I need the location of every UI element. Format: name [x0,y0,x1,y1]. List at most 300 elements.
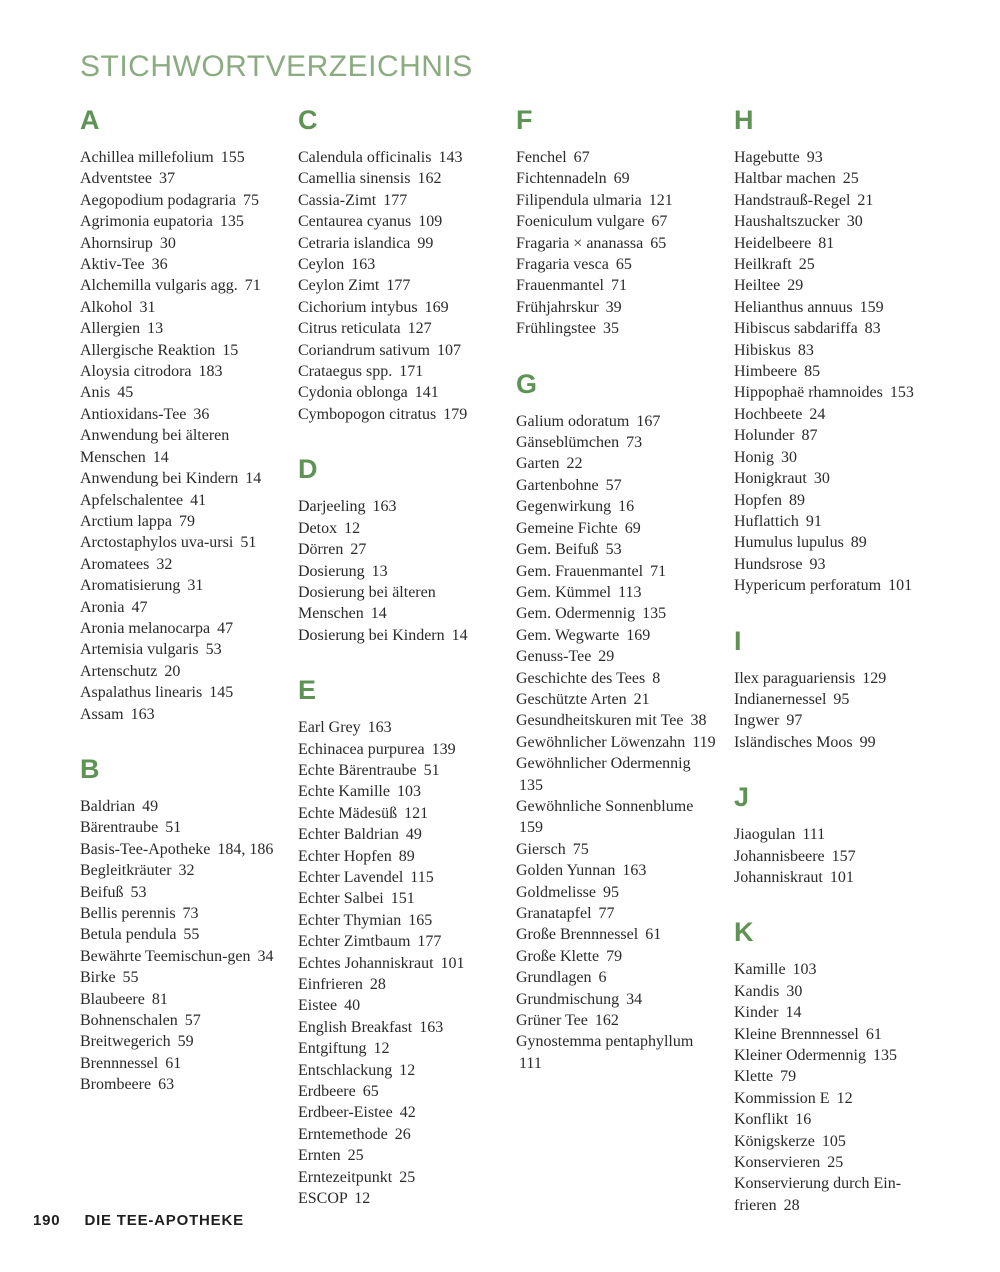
index-entry [80,554,280,575]
entry-page-number: 49 [142,797,159,815]
running-book-title: DIE TEE-APOTHEKE [84,1212,244,1229]
entry-page-number: 135 [642,605,667,623]
index-entry [516,839,716,860]
index-entry [734,168,934,189]
entry-page-number: 75 [242,191,259,209]
entry-term: Genuss-Tee [516,648,592,666]
section-letter-heading: G [516,368,538,399]
entry-term: Aronia [80,598,125,616]
entry-term: Konservierung durch Ein-frieren [734,1175,902,1214]
entry-page-number: 20 [164,662,181,680]
entry-page-number: 139 [431,740,456,758]
index-column [734,106,934,1216]
index-entry [298,803,498,824]
entry-term: Golden Yunnan [516,862,616,880]
entry-page-number: 171 [399,363,424,381]
entry-page-number: 69 [624,519,641,537]
entry-term: Camellia sinensis [298,170,411,188]
entry-term: Cichorium intybus [298,298,418,316]
entry-term: Cydonia oblonga [298,384,408,402]
entry-term: Klette [734,1068,774,1086]
entry-term: Artemisia vulgaris [80,641,199,659]
entry-term: Gemeine Fichte [516,519,618,537]
entry-term: Isländisches Moos [734,733,853,751]
entry-term: Gesundheitskuren mit Tee [516,712,684,730]
entry-term: Holunder [734,427,795,445]
entry-term: Ceylon Zimt [298,277,380,295]
index-entry [298,1145,498,1166]
entry-page-number: 21 [857,191,874,209]
entry-page-number: 65 [615,256,632,274]
entry-term: Hippophaë rhamnoides [734,384,883,402]
index-entry [80,682,280,703]
entry-page-number: 111 [519,1054,542,1072]
index-entry [80,924,280,945]
entry-term: Frühjahrskur [516,298,599,316]
entry-term: Beifuß [80,883,124,901]
entry-page-number: 30 [846,213,863,231]
index-entry [516,710,716,731]
entry-page-number: 35 [603,320,619,338]
entry-term: Aromatees [80,555,150,573]
index-entry [298,318,498,339]
entry-page-number: 179 [443,405,468,423]
index-entry [734,867,934,888]
index-entry [734,190,934,211]
entry-page-number: 55 [122,969,139,987]
entry-page-number: 61 [865,1025,882,1043]
index-entry [80,967,280,988]
entry-page-number: 162 [594,1012,619,1030]
entry-page-number: 97 [786,712,803,730]
entry-page-number: 184, 186 [217,840,274,858]
entry-term: Alkohol [80,298,133,316]
index-entry [516,753,716,796]
page-footer [33,1212,244,1229]
entry-term: Hagebutte [734,149,800,166]
entry-page-number: 103 [396,783,421,801]
entry-page-number: 127 [407,320,432,338]
entry-page-number: 28 [783,1196,800,1214]
entry-page-number: 121 [404,804,429,822]
index-entry [80,575,280,596]
index-entry [516,297,716,318]
index-entry [516,233,716,254]
entry-term: Filipendula ulmaria [516,191,642,209]
index-entry [298,539,498,560]
entry-term: Adventstee [80,170,152,188]
index-entry [80,297,280,318]
index-entry [734,710,934,731]
entry-page-number: 79 [780,1068,797,1086]
entry-term: Foeniculum vulgare [516,213,645,231]
entry-page-number: 89 [398,847,415,865]
index-entry [80,490,280,511]
entry-term: Fragaria vesca [516,256,609,274]
index-entry [80,1053,280,1074]
entry-term: Gem. Beifuß [516,541,599,559]
entry-page-number: 177 [383,191,408,209]
entry-page-number: 22 [566,455,583,473]
entry-term: Aromatisierung [80,577,181,595]
entry-term: Kommission E [734,1089,830,1107]
index-entry [734,511,934,532]
index-entry [80,404,280,425]
entry-page-number: 12 [399,1061,416,1079]
entry-page-number: 36 [193,405,210,423]
entry-page-number: 21 [633,690,650,708]
index-entry [80,168,280,189]
entry-page-number: 69 [613,170,630,188]
index-entry [298,190,498,211]
entry-term: Humulus lupulus [734,534,844,552]
entry-page-number: 32 [156,555,173,573]
entry-page-number: 169 [626,626,651,644]
index-entry [734,1002,934,1023]
entry-page-number: 73 [626,434,643,452]
entry-term: Fichtennadeln [516,170,607,188]
index-entry [734,959,934,980]
index-entry [80,618,280,639]
entry-page-number: 14 [245,470,262,488]
index-entry [516,668,716,689]
entry-term: Königskerze [734,1132,815,1150]
entry-page-number: 53 [205,641,222,659]
index-entry [734,361,934,382]
index-entry [298,995,498,1016]
entry-page-number: 55 [183,926,200,944]
index-entry [80,340,280,361]
entry-page-number: 135 [219,213,244,231]
section-letter-heading: D [298,454,318,485]
entry-term: Anis [80,384,111,402]
index-entry [516,147,716,168]
entry-term: Citrus reticulata [298,320,401,338]
entry-term: Agrimonia eupatoria [80,213,213,231]
entry-page-number: 14 [370,605,387,623]
index-entry [734,233,934,254]
index-entry [516,190,716,211]
index-entry [298,1081,498,1102]
entry-page-number: 101 [829,868,854,886]
index-entry [734,981,934,1002]
entry-term: Große Brennnessel [516,926,639,944]
entry-page-number: 163 [367,719,392,737]
entry-page-number: 13 [371,562,388,580]
index-entry [516,860,716,881]
entry-term: Aktiv-Tee [80,256,145,274]
index-entry [516,496,716,517]
index-entry [734,668,934,689]
entry-term: Honig [734,448,774,466]
entry-page-number: 12 [373,1040,390,1058]
entry-page-number: 89 [788,491,805,509]
index-entry [298,781,498,802]
index-entry [80,190,280,211]
index-entry [80,1074,280,1095]
entry-page-number: 42 [399,1104,416,1122]
entry-term: Hochbeete [734,405,803,423]
entry-term: Gewöhnliche Sonnenblume [516,797,694,815]
entry-term: Johanniskraut [734,868,823,886]
entry-term: Granatapfel [516,905,592,922]
entry-term: Kinder [734,1004,779,1022]
entry-term: Breitwegerich [80,1033,171,1051]
entry-page-number: 159 [859,298,884,316]
index-entry [80,860,280,881]
entry-term: Honigkraut [734,470,807,488]
entry-page-number: 153 [889,384,914,402]
index-entry [734,404,934,425]
entry-term: Echte Mädesüß [298,804,398,822]
index-entry [734,1045,934,1066]
entry-term: Gewöhnlicher Odermennig [516,755,691,773]
index-entry [298,1038,498,1059]
entry-page-number: 61 [165,1054,182,1072]
entry-page-number: 25 [827,1154,844,1172]
entry-page-number: 81 [818,234,835,252]
index-entry [298,518,498,539]
section-letter-heading: J [734,782,750,813]
index-entry [516,168,716,189]
index-entry [516,732,716,753]
entry-term: Echter Lavendel [298,868,404,886]
entry-term: Eistee [298,997,338,1015]
entry-page-number: 63 [158,1076,175,1094]
entry-term: Echte Bärentraube [298,761,417,779]
entry-page-number: 121 [648,191,673,209]
section-letter-heading: K [734,917,754,948]
entry-page-number: 47 [131,598,148,616]
entry-term: Earl Grey [298,719,361,737]
entry-term: Hopfen [734,491,782,509]
index-column [298,106,498,1209]
index-entry [80,532,280,553]
entry-term: Himbeere [734,363,798,381]
entry-page-number: 119 [692,733,716,751]
entry-page-number: 145 [209,684,234,702]
index-entry [298,1124,498,1145]
index-entry [734,340,934,361]
entry-term: Arctostaphylos uva-ursi [80,534,234,552]
section-letter-heading: C [298,105,318,135]
entry-term: Grundmischung [516,990,620,1008]
entry-page-number: 16 [795,1111,812,1129]
entry-term: Galium odoratum [516,412,630,430]
page-number: 190 [33,1212,61,1229]
index-entry [298,168,498,189]
index-entry [734,824,934,845]
index-entry [80,233,280,254]
index-columns [80,106,954,1216]
index-entry [80,946,280,967]
entry-term: Calendula officinalis [298,149,432,166]
entry-page-number: 79 [178,512,195,530]
index-entry [298,953,498,974]
entry-page-number: 101 [888,577,913,595]
entry-term: Ilex paraguariensis [734,669,856,687]
entry-page-number: 71 [610,277,627,295]
entry-page-number: 162 [417,170,442,188]
entry-page-number: 109 [418,213,443,231]
index-entry [80,1010,280,1031]
entry-term: Heilkraft [734,256,792,274]
entry-page-number: 67 [651,213,668,231]
entry-page-number: 111 [802,826,826,844]
entry-term: Hibiscus sabdariffa [734,320,858,338]
index-entry [516,475,716,496]
entry-page-number: 141 [414,384,439,402]
entry-term: English Breakfast [298,1018,413,1036]
index-entry [516,1010,716,1031]
entry-term: Gynostemma pentaphyllum [516,1033,694,1051]
entry-term: Cymbopogon citratus [298,405,437,423]
entry-term: Brennnessel [80,1054,159,1072]
index-entry [734,297,934,318]
index-entry [516,903,716,924]
index-entry [516,689,716,710]
entry-page-number: 15 [222,341,239,359]
entry-term: Bohnenschalen [80,1012,178,1030]
index-entry [734,275,934,296]
entry-term: Dosierung bei Kindern [298,626,445,644]
entry-term: Begleitkräuter [80,862,172,880]
entry-term: Hypericum perforatum [734,577,882,595]
index-entry [734,1088,934,1109]
index-entry [298,1017,498,1038]
entry-term: Fragaria × ananassa [516,234,644,252]
entry-term: Heidelbeere [734,234,812,252]
entry-term: Echter Thymian [298,911,402,929]
entry-term: Betula pendula [80,926,177,944]
entry-page-number: 24 [809,405,826,423]
entry-page-number: 53 [130,883,147,901]
entry-page-number: 25 [347,1147,364,1165]
entry-term: Crataegus spp. [298,363,393,381]
entry-page-number: 38 [690,712,707,730]
index-entry [80,903,280,924]
entry-page-number: 163 [419,1018,444,1036]
entry-term: Geschichte des Tees [516,669,646,687]
section-letter-heading: I [734,625,742,656]
section-letter-heading: B [80,753,100,784]
entry-page-number: 34 [257,947,274,965]
entry-page-number: 73 [182,905,199,922]
index-entry [516,796,716,839]
index-entry [734,1152,934,1173]
entry-term: Blaubeere [80,990,145,1008]
index-entry [80,275,280,296]
entry-term: Dosierung [298,562,365,580]
entry-page-number: 81 [151,990,168,1008]
entry-page-number: 67 [573,149,590,166]
index-entry [734,1173,934,1216]
section-letter-heading: H [734,105,754,135]
entry-term: Echter Hopfen [298,847,392,865]
entry-term: Entgiftung [298,1040,367,1058]
entry-page-number: 157 [831,847,856,865]
index-entry [516,561,716,582]
entry-page-number: 14 [451,626,468,644]
entry-term: Fenchel [516,149,567,166]
entry-page-number: 36 [151,256,168,274]
index-entry [298,496,498,517]
entry-page-number: 91 [805,512,822,530]
entry-term: Centaurea cyanus [298,213,412,231]
entry-term: Kleine Brennnessel [734,1025,859,1043]
entry-term: Hundsrose [734,555,803,573]
index-entry [80,839,280,860]
entry-page-number: 61 [645,926,662,944]
index-entry [298,760,498,781]
entry-term: Grüner Tee [516,1012,588,1030]
entry-page-number: 31 [139,298,156,316]
entry-page-number: 25 [399,1168,416,1186]
index-entry [298,361,498,382]
entry-term: Alchemilla vulgaris agg. [80,277,238,295]
entry-page-number: 59 [177,1033,194,1051]
index-entry [734,554,934,575]
index-entry [298,561,498,582]
entry-term: Entschlackung [298,1061,393,1079]
entry-page-number: 29 [787,277,804,295]
index-entry [80,511,280,532]
entry-term: Johannisbeere [734,847,825,865]
index-entry [734,254,934,275]
entry-term: Konservieren [734,1154,821,1172]
index-entry [298,582,498,625]
index-entry [80,147,280,168]
entry-term: Bärentraube [80,819,159,837]
entry-page-number: 65 [362,1083,379,1101]
entry-page-number: 99 [417,234,434,252]
entry-term: Dörren [298,541,344,559]
entry-page-number: 163 [130,705,155,723]
entry-page-number: 85 [804,363,821,381]
index-entry [298,233,498,254]
entry-term: Coriandrum sativum [298,341,430,359]
entry-term: Gem. Odermennig [516,605,636,623]
entry-page-number: 155 [220,149,245,166]
entry-term: Birke [80,969,116,987]
entry-page-number: 26 [394,1125,411,1143]
index-entry [516,453,716,474]
entry-page-number: 30 [786,982,803,1000]
entry-page-number: 163 [622,862,647,880]
index-entry [80,318,280,339]
index-entry [516,967,716,988]
index-entry [516,946,716,967]
index-entry [298,1188,498,1209]
index-entry [734,846,934,867]
entry-page-number: 167 [636,412,661,430]
entry-term: Achillea millefolium [80,149,214,166]
entry-term: Echte Kamille [298,783,390,801]
entry-term: Antioxidans-Tee [80,405,187,423]
entry-page-number: 28 [369,976,386,993]
entry-page-number: 165 [408,911,433,929]
entry-term: Ceylon [298,256,345,274]
index-entry [80,661,280,682]
index-entry [734,732,934,753]
entry-page-number: 71 [244,277,261,295]
entry-term: Haltbar machen [734,170,836,188]
entry-term: Echtes Johanniskraut [298,954,434,972]
index-entry [298,297,498,318]
index-entry [298,910,498,931]
index-entry [80,989,280,1010]
index-entry [80,382,280,403]
